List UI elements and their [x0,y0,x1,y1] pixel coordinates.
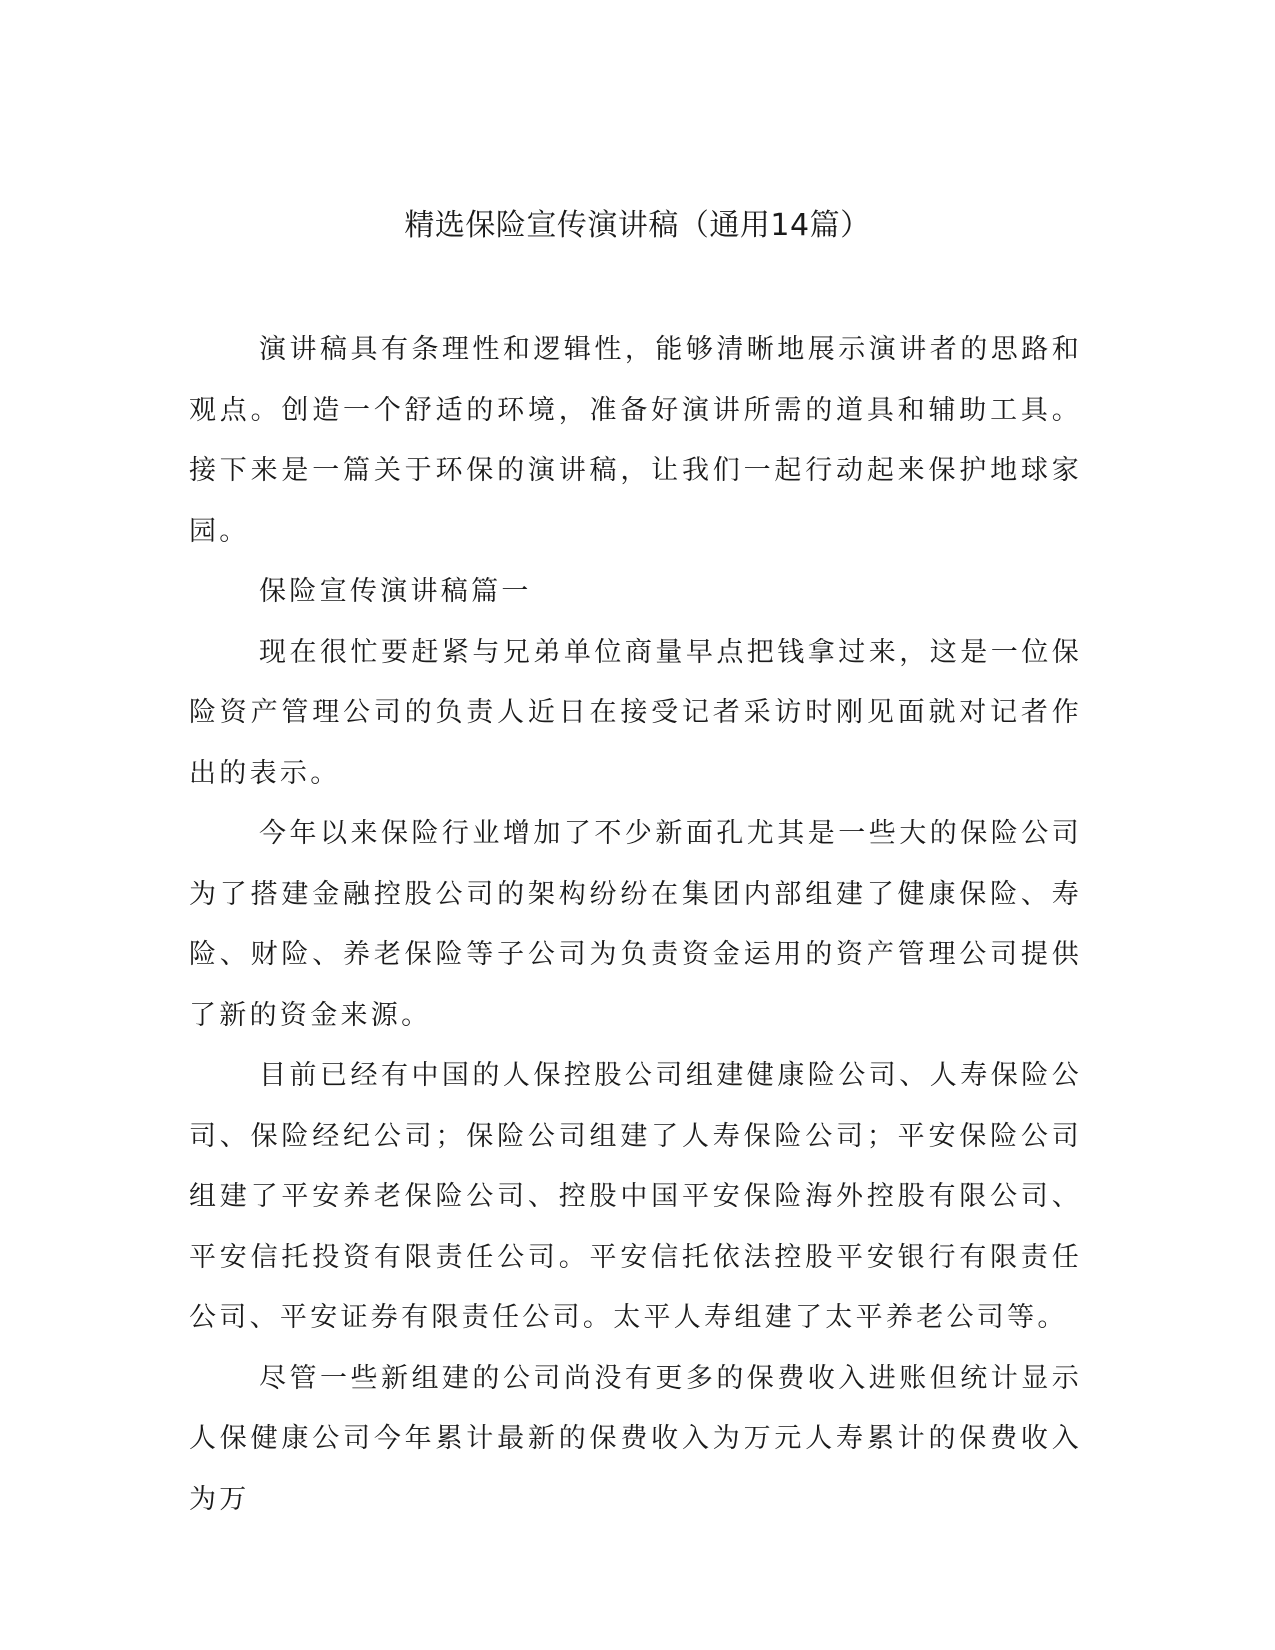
paragraph-intro: 演讲稿具有条理性和逻辑性，能够清晰地展示演讲者的思路和观点。创造一个舒适的环境，准备好演讲所需的道具和辅助工具。接下来是一篇关于环保的演讲稿，让我们一起行动起来保护地球家园。 [189,334,1082,547]
section-heading: 保险宣传演讲稿篇一 [259,576,532,607]
paragraph: 目前已经有中国的人保控股公司组建健康险公司、人寿保险公司、保险经纪公司；保险公司组建了人寿保险公司；平安保险公司组建了平安养老保险公司、控股中国平安保险海外控股有限公司、平安信托投资有限责任公司。平安信托依法控股平安银行有限责任公司、平安证券有限责任公司。太平人寿组建了太平养老公司等。 [189,1060,1082,1333]
document-title: 精选保险宣传演讲稿（通用14篇） [404,208,871,243]
paragraph: 现在很忙要赶紧与兄弟单位商量早点把钱拿过来，这是一位保险资产管理公司的负责人近日在接受记者采访时刚见面就对记者作出的表示。 [189,636,1082,789]
paragraph: 尽管一些新组建的公司尚没有更多的保费收入进账但统计显示人保健康公司今年累计最新的保费收入为万元人寿累计的保费收入为万 [189,1362,1082,1515]
document-body [189,320,1082,1530]
paragraph: 今年以来保险行业增加了不少新面孔尤其是一些大的保险公司为了搭建金融控股公司的架构纷纷在集团内部组建了健康保险、寿险、财险、养老保险等子公司为负责资金运用的资产管理公司提供了新的资金来源。 [189,818,1082,1031]
